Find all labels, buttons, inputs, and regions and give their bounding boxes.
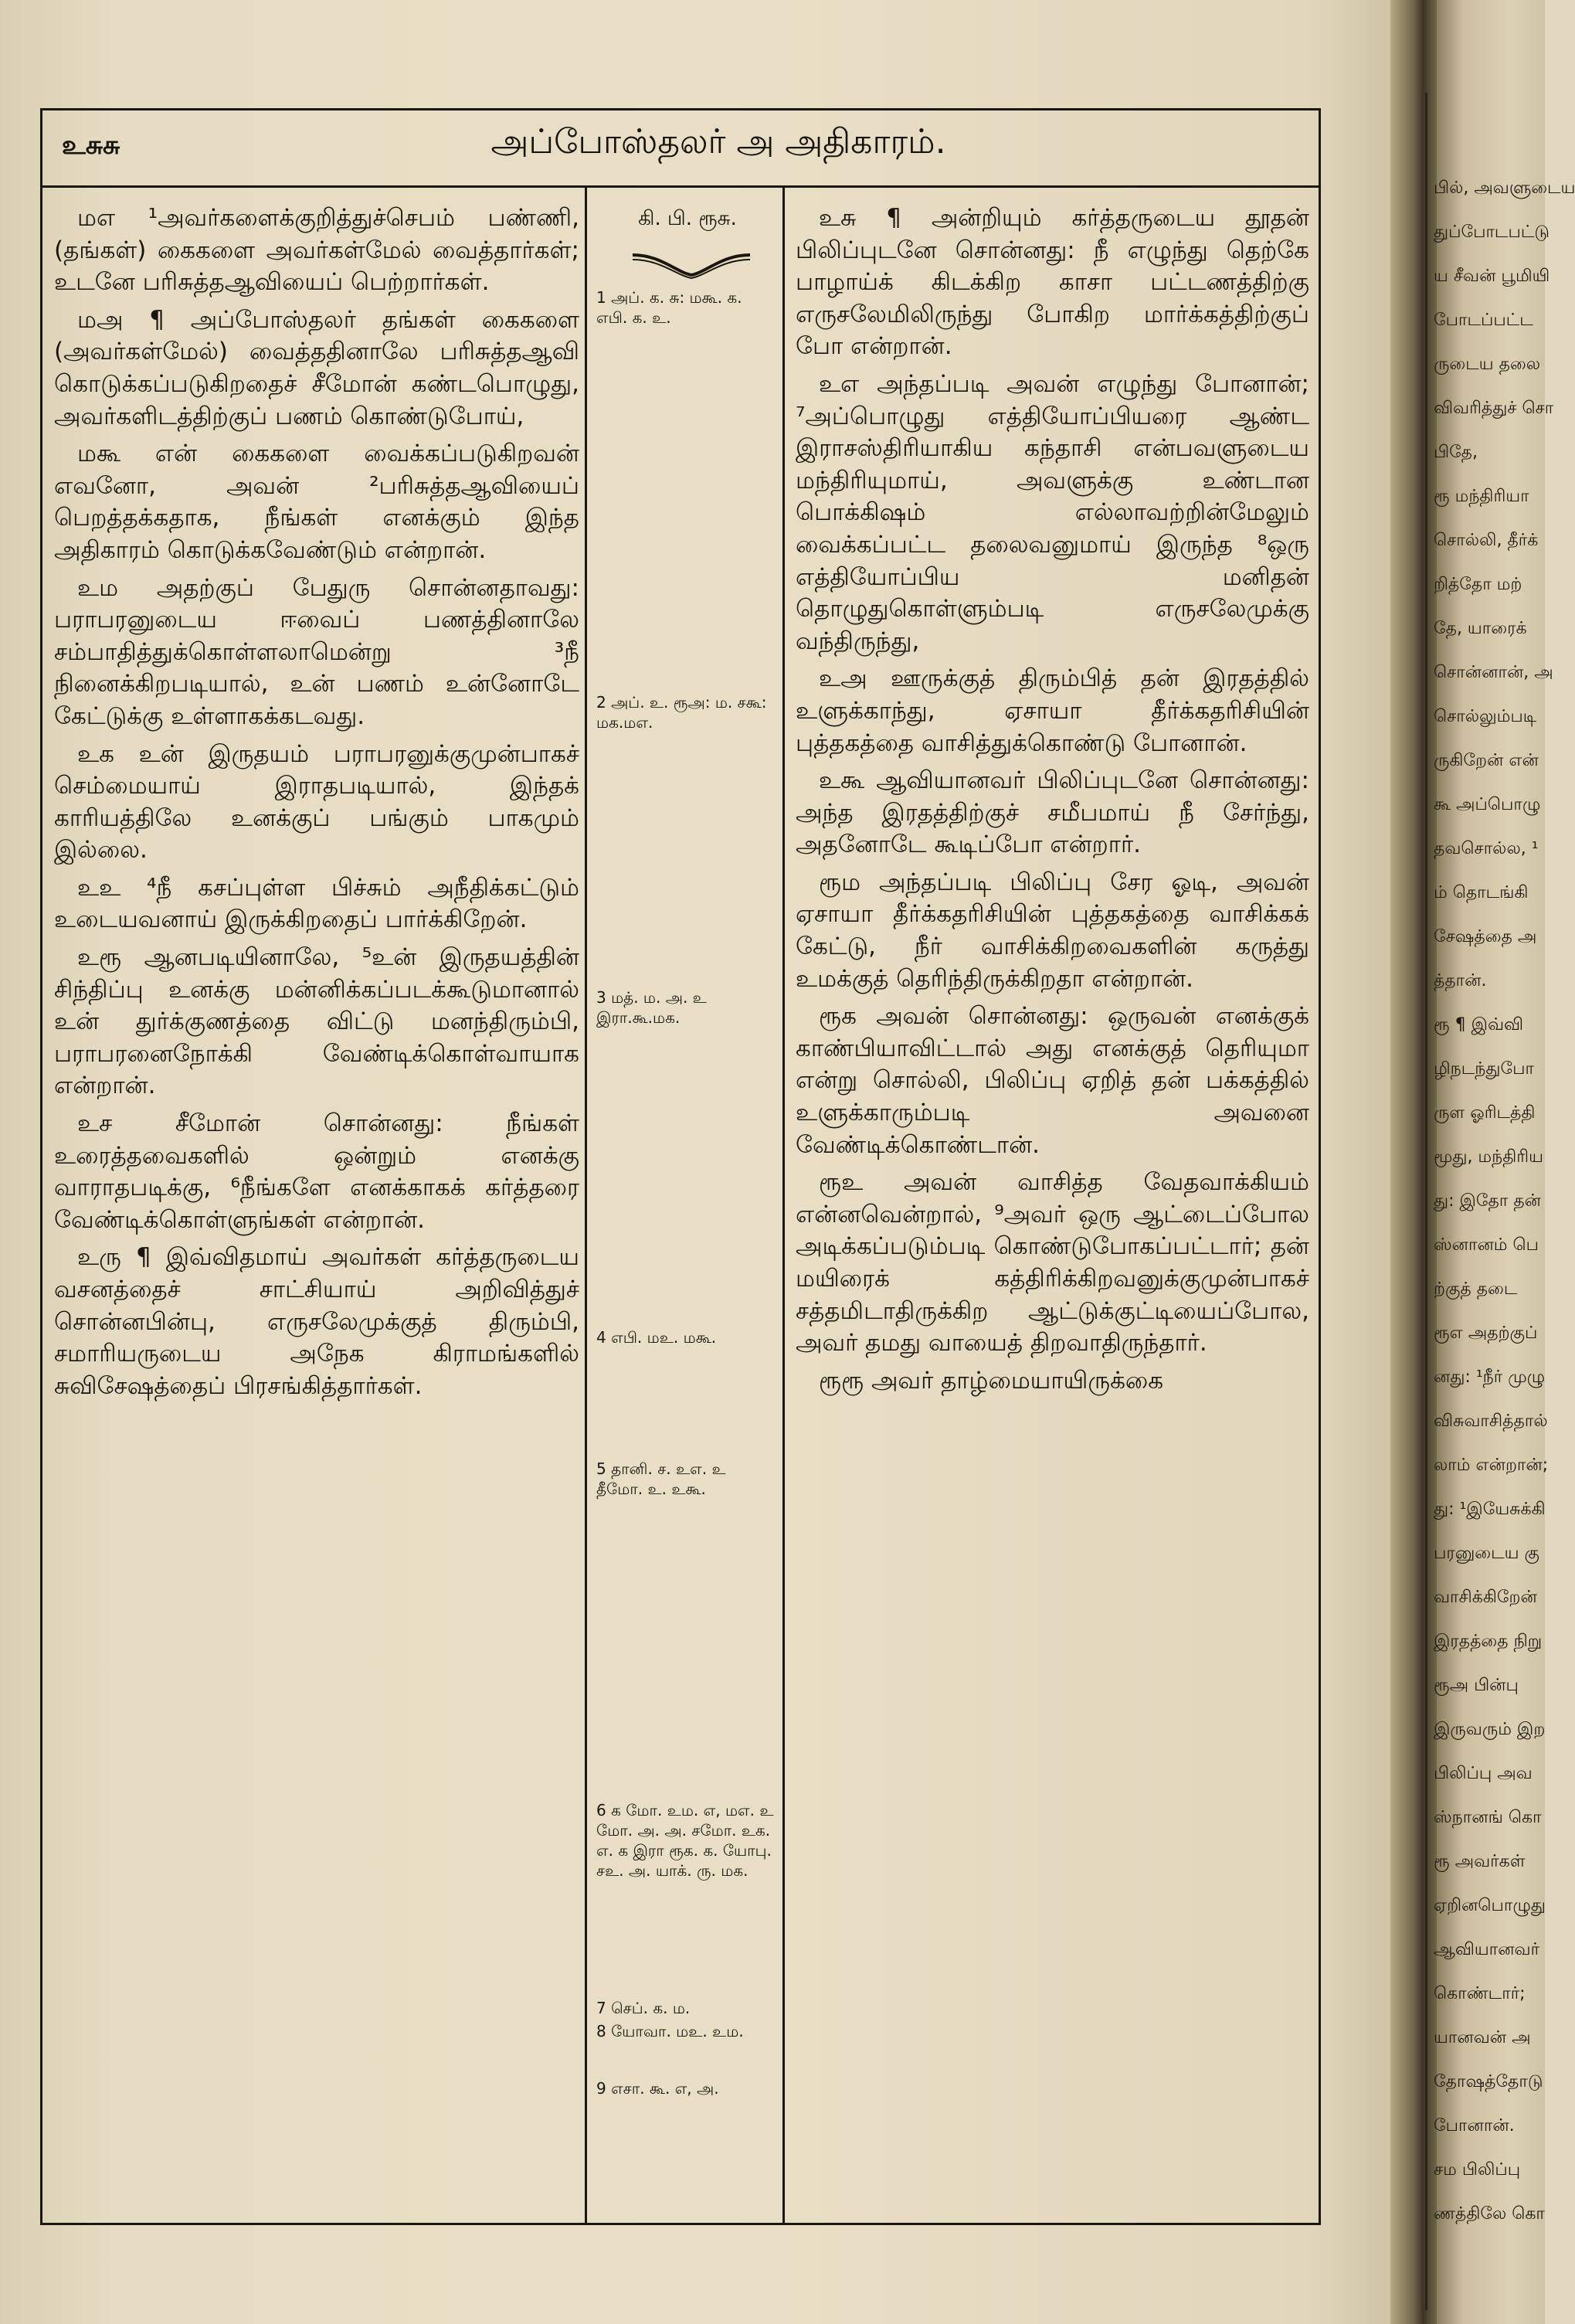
header-rule bbox=[40, 185, 1321, 188]
adjacent-page-line: கொண்டார்; bbox=[1434, 1984, 1526, 2003]
adjacent-page-line: சேஷத்தை அ bbox=[1434, 927, 1537, 946]
adjacent-page-line: த்தான். bbox=[1434, 971, 1487, 990]
adjacent-page-line: யானவன் அ bbox=[1434, 2028, 1531, 2047]
adjacent-page-line: இரதத்தை நிறு bbox=[1434, 1632, 1543, 1651]
verse-paragraph: உம அதற்குப் பேதுரு சொன்னதாவது: பராபரனுடைய ஈவைப் பணத்தினாலே சம்பாதித்துக்கொள்ளலாமென்று ³நீ நினைக்கிறபடியால், உன் பணம் உன்னோடே கேட்டுக்கு உள்ளாகக்கடவது. bbox=[54, 573, 579, 730]
adjacent-page-line: ரூஅ பின்பு bbox=[1434, 1676, 1519, 1695]
cross-reference: 2 அப். உ. ரூஅ: ம. சகூ: மக.மஎ. bbox=[596, 693, 767, 732]
verse-paragraph: உஎ அந்தப்படி அவன் எழுந்து போனான்; ⁷அப்பொழுது எத்தியோப்பியரை ஆண்ட இராசஸ்திரியாகிய கந்தாசி என்பவளுடைய மந்திரியுமாய், அவளுக்கு உண்டான பொக்கிஷம் எல்லாவற்றின்மேலும் வைக்கப்பட்ட தலைவனுமாய் இருந்த ⁸ஒரு எத்தியோப்பிய மனிதன் தொழுதுகொள்ளும்படி எருசலேமுக்கு வந்திருந்து, bbox=[796, 369, 1309, 655]
cross-reference: 7 செப். க. ம. bbox=[596, 1999, 691, 2017]
verse-paragraph: மகூ என் கைகளை வைக்கப்படுகிறவன் எவனோ, அவன் ²பரிசுத்தஆவியைப் பெறத்தக்கதாக, நீங்கள் எனக்கும் இந்த அதிகாரம் கொடுக்கவேண்டும் என்றான். bbox=[54, 440, 579, 564]
adjacent-page-line: ருள ஓரிடத்தி bbox=[1434, 1103, 1536, 1123]
adjacent-page-line: தே, யாரைக் bbox=[1434, 619, 1527, 638]
adjacent-page-line: ய சீவன் பூமியி bbox=[1434, 267, 1550, 286]
page-number: உசுசு bbox=[62, 130, 121, 161]
verse-paragraph: உரூ ஆனபடியினாலே, ⁵உன் இருதயத்தின் சிந்திப்பு உனக்கு மன்னிக்கப்படக்கூடுமானால் உன் துர்க்குணத்தை விட்டு மனந்திரும்பி, பராபரனைநோக்கி வேண்டிக்கொள்வாயாக என்றான். bbox=[54, 943, 579, 1100]
adjacent-page-line: துப்போடபட்டு bbox=[1434, 223, 1550, 242]
adjacent-page-line: ரூஎ அதற்குப் bbox=[1434, 1323, 1538, 1343]
adjacent-page-line: பரனுடைய கு bbox=[1434, 1544, 1539, 1563]
left-column bbox=[54, 202, 579, 1408]
adjacent-page-line: இருவரும் இற bbox=[1434, 1720, 1546, 1739]
adjacent-page-line: ருடைய தலை bbox=[1434, 355, 1540, 374]
cross-reference: 3 மத். ம. அ. உ இரா.கூ.மக. bbox=[596, 988, 707, 1027]
adjacent-page-line: ரூ மந்திரியா bbox=[1434, 487, 1529, 506]
adjacent-page-line: பிதே, bbox=[1434, 443, 1478, 462]
adjacent-page-line: விசுவாசித்தால் bbox=[1434, 1412, 1548, 1431]
verse-paragraph: மஎ ¹அவர்களைக்குறித்துச்செபம் பண்ணி, (தங்கள்) கைகளை அவர்கள்மேல் வைத்தார்கள்; உடனே பரிசுத்தஆவியைப் பெற்றார்கள். bbox=[54, 204, 579, 297]
left-column-rule bbox=[585, 188, 587, 2225]
chapter-title: அப்போஸ்தலர் அ அதிகாரம். bbox=[490, 122, 946, 161]
verse-paragraph: ரூக அவன் சொன்னது: ஒருவன் எனக்குக் காண்பியாவிட்டால் அது எனக்குத் தெரியுமா என்று சொல்லி, பிலிப்பு ஏறித் தன் பக்கத்தில் உளுக்காரும்படி அவனை வேண்டிக்கொண்டான். bbox=[796, 1002, 1309, 1159]
adjacent-page-line: போனான். bbox=[1434, 2116, 1515, 2135]
adjacent-page-line: மூது, மந்திரிய bbox=[1434, 1147, 1543, 1167]
verse-paragraph: ரூம அந்தப்படி பிலிப்பு சேர ஓடி, அவன் ஏசாயா தீர்க்கதரிசியின் புத்தகத்தை வாசிக்கக் கேட்டு, நீர் வாசிக்கிறவைகளின் கருத்து உமக்குத் தெரிந்திருக்கிறதா என்றான். bbox=[796, 868, 1309, 993]
verse-paragraph: ரூஉ அவன் வாசித்த வேதவாக்கியம் என்னவென்றால், ⁹அவர் ஒரு ஆட்டைப்போல அடிக்கப்படும்படி கொண்டுபோகப்பட்டார்; தன் மயிரைக் கத்திரிக்கிறவனுக்குமுன்பாகச் சத்தமிடாதிருக்கிற ஆட்டுக்குட்டியைப்போல, அவர் தமது வாயைத் திறவாதிருந்தார். bbox=[796, 1168, 1309, 1357]
adjacent-page-line: விவரித்துச் சொ bbox=[1434, 399, 1554, 418]
verse-paragraph: உச சீமோன் சொன்னது: நீங்கள் உரைத்தவைகளில் ஒன்றும் எனக்கு வாராதபடிக்கு, ⁶நீங்களே எனக்காகக் கர்த்தரை வேண்டிக்கொள்ளுங்கள் என்றான். bbox=[54, 1109, 579, 1234]
margin-refs-heading: கி. பி. ரூசு. bbox=[638, 207, 737, 230]
adjacent-page-line: ம் தொடங்கி bbox=[1434, 883, 1529, 902]
adjacent-page-line: கூ அப்பொழு bbox=[1434, 795, 1541, 814]
adjacent-page-line: சொல்லி, தீர்க் bbox=[1434, 531, 1539, 550]
adjacent-page-line: வாசிக்கிறேன் bbox=[1434, 1588, 1537, 1607]
adjacent-page-line: பில், அவளுடைய bbox=[1434, 178, 1575, 198]
verse-paragraph: உக உன் இருதயம் பராபரனுக்குமுன்பாகச் செம்மையாய் இராதபடியால், இந்தக் காரியத்திலே உனக்குப் பங்கும் பாகமும் இல்லை. bbox=[54, 739, 579, 865]
adjacent-page-line: னது: ¹நீர் முழு bbox=[1434, 1368, 1546, 1387]
adjacent-page-line: போடப்பட்ட bbox=[1434, 311, 1533, 330]
right-column-rule bbox=[782, 188, 785, 2225]
adjacent-page-line: து: இதோ தன் bbox=[1434, 1191, 1541, 1211]
adjacent-page-line: சம பிலிப்பு bbox=[1434, 2160, 1521, 2180]
adjacent-page-line: து: ¹இயேசுக்கி bbox=[1434, 1500, 1546, 1519]
cross-reference: 4 எபி. மஉ. மகூ. bbox=[596, 1328, 717, 1347]
verse-paragraph: ரூரூ அவர் தாழ்மையாயிருக்கை bbox=[819, 1366, 1164, 1395]
adjacent-page-line: தோஷத்தோடு bbox=[1434, 2072, 1543, 2091]
adjacent-page-line: சொன்னான், அ bbox=[1434, 663, 1553, 682]
adjacent-page-line: ரூ அவர்கள் bbox=[1434, 1852, 1526, 1871]
verse-paragraph: உசு ¶ அன்றியும் கர்த்தருடைய தூதன் பிலிப்புடனே சொன்னது: நீ எழுந்து தெற்கே பாழாய்க் கிடக்கிற காசா பட்டணத்திற்கு எருசலேமிலிருந்து போகிற மார்க்கத்திற்குப் போ என்றான். bbox=[796, 204, 1309, 361]
adjacent-page-line: லாம் என்றான்; bbox=[1434, 1456, 1549, 1475]
adjacent-page-line: சொல்லும்படி bbox=[1434, 707, 1537, 726]
verse-paragraph: உஉ ⁴நீ கசப்புள்ள பிச்சும் அநீதிக்கட்டும் உடையவனாய் இருக்கிறதைப் பார்க்கிறேன். bbox=[54, 873, 579, 934]
adjacent-page-line: ஏறினபொழுது bbox=[1434, 1896, 1546, 1915]
adjacent-page-line: ருகிறேன் என் bbox=[1434, 751, 1539, 770]
adjacent-page-line: ழிநடந்துபோ bbox=[1434, 1059, 1534, 1079]
cross-reference: 5 தானி. ச. உஎ. உ தீமோ. உ. உகூ. bbox=[596, 1459, 726, 1498]
adjacent-page-line: றித்தோ மற் bbox=[1434, 575, 1522, 594]
adjacent-page-line: தவசொல்ல, ¹ bbox=[1434, 839, 1539, 858]
verse-paragraph: மஅ ¶ அப்போஸ்தலர் தங்கள் கைகளை (அவர்கள்மேல்) வைத்ததினாலே பரிசுத்தஆவி கொடுக்கப்படுகிறதைச் சீமோன் கண்டபொழுது, அவர்களிடத்திற்குப் பணம் கொண்டுபோய், bbox=[54, 305, 579, 430]
adjacent-page-line: ஆவியானவர் bbox=[1434, 1940, 1540, 1959]
brace-ornament bbox=[630, 249, 753, 280]
adjacent-page-line: பிலிப்பு அவ bbox=[1434, 1764, 1533, 1783]
verse-paragraph: உரு ¶ இவ்விதமாய் அவர்கள் கர்த்தருடைய வசனத்தைச் சாட்சியாய் அறிவித்துச் சொன்னபின்பு, எருசலேமுக்குத் திரும்பி, சமாரியருடைய அநேக கிராமங்களில் சுவிசேஷத்தைப் பிரசங்கித்தார்கள். bbox=[54, 1243, 579, 1400]
verse-paragraph: உஅ ஊருக்குத் திரும்பித் தன் இரதத்தில் உளுக்காந்து, ஏசாயா தீர்க்கதரிசியின் புத்தகத்தை வாசித்துக்கொண்டு போனான். bbox=[796, 664, 1309, 757]
cross-reference: 8 யோவா. மஉ. உம. bbox=[596, 2022, 744, 2040]
cross-reference: 1 அப். க. சு: மகூ. க. எபி. க. உ. bbox=[596, 288, 742, 327]
adjacent-page-line: ஸ்னானம் பெ bbox=[1434, 1235, 1539, 1255]
right-column bbox=[796, 202, 1309, 1402]
verse-paragraph: உகூ ஆவியானவர் பிலிப்புடனே சொன்னது: அந்த இரதத்திற்குச் சமீபமாய் நீ சேர்ந்து, அதனோடே கூடிப்போ என்றார். bbox=[796, 766, 1309, 859]
adjacent-page-line: ற்குத் தடை bbox=[1434, 1279, 1518, 1299]
adjacent-page-line: ரூ ¶ இவ்வி bbox=[1434, 1015, 1524, 1035]
cross-reference: 9 எசா. கூ. எ, அ. bbox=[596, 2079, 719, 2098]
adjacent-page-border bbox=[1425, 93, 1427, 2310]
adjacent-page-line: ணத்திலே கொ bbox=[1434, 2204, 1545, 2224]
adjacent-page-line: ஸ்நானங் கொ bbox=[1434, 1808, 1542, 1827]
cross-reference: 6 க மோ. உம. எ, மஎ. உ மோ. அ. அ. சமோ. உக. எ. க இரா ரூக. க. யோபு. சஉ. அ. யாக். ரு. மக. bbox=[596, 1801, 774, 1880]
